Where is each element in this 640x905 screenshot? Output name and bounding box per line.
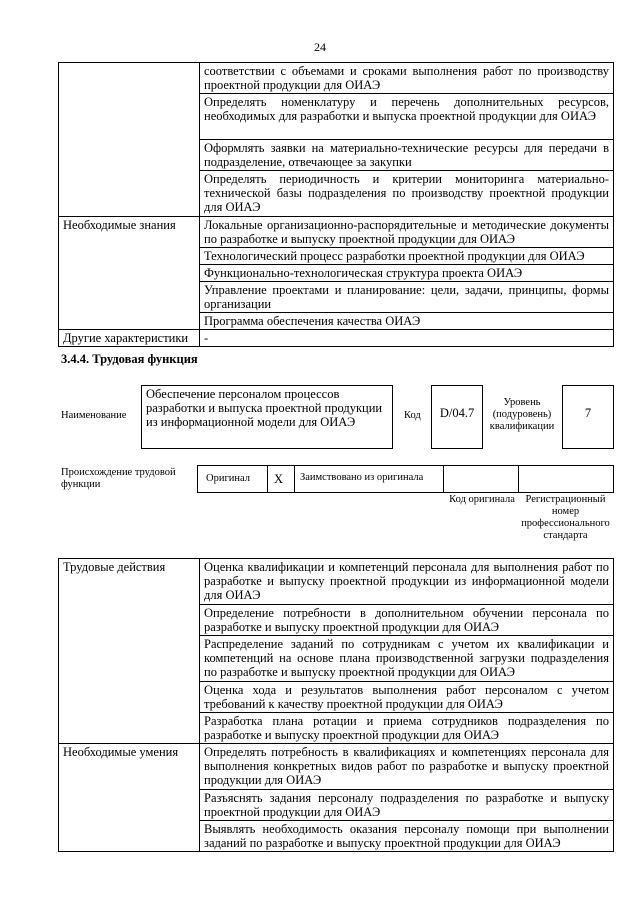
reg-caption: Регистрационный номер профессионального стандарта [521,494,610,541]
table-cell: Функционально-технологическая структура проекта ОИАЭ [200,265,614,282]
table-cell: Определять периодичность и критерии мониторинга материально-технической базы подразделения по производству проектной продукции для ОИАЭ [200,171,614,217]
code-value-box [431,385,483,449]
bottom-requirements-table [58,558,614,852]
table-cell: Распределение заданий по сотрудникам с учетом их квалификации и компетенций на основе плана производственной загрузки подразделения по разработке и выпуску проектной продукции для ОИАЭ [200,636,614,682]
table-cell: Выявлять необходимость оказания персоналу помощи при выполнении заданий по разработке и выпуску проектной продукции для ОИАЭ [200,821,614,852]
level-label: Уровень (подуровень) квалификации [489,397,555,432]
table-cell: Оценка квалификации и компетенций персонала для выполнения работ по разработке и выпуску проектной продукции из информационной модели для ОИАЭ [200,559,614,605]
table-cell: Определение потребности в дополнительном обучении персонала по разработке и выпуску проектной продукции для ОИАЭ [200,605,614,636]
name-value-box [141,385,393,449]
original-mark: X [274,472,284,486]
page-number: 24 [314,40,326,54]
top-requirements-table [58,62,614,347]
table-cell: Технологический процесс разработки проектной продукции для ОИАЭ [200,248,614,265]
table-cell: Программа обеспечения качества ОИАЭ [200,313,614,330]
code-label: Код [404,410,421,421]
origin-table [197,465,614,493]
original-label: Оригинал [206,473,250,484]
name-label: Наименование [61,410,127,421]
row-label-knowledge: Необходимые знания [59,217,200,330]
table-cell: Разъяснять задания персоналу подразделения по разработке и выпуску проектной продукции для ОИАЭ [200,790,614,821]
table-cell: Оценка хода и результатов выполнения работ персоналом с учетом требований к качеству проектной продукции для ОИАЭ [200,682,614,713]
row-label-other: Другие характеристики [59,330,200,347]
table-cell: Разработка плана ротации и приема сотрудников подразделения по разработке и выпуску проектной продукции для ОИАЭ [200,713,614,744]
code-value: D/04.7 [439,406,475,420]
table-cell: Управление проектами и планирование: цели, задачи, принципы, формы организации [200,282,614,313]
table-cell: соответствии с объемами и сроками выполнения работ по производству проектной продукции для ОИАЭ [200,63,614,94]
table-cell: - [200,330,614,347]
level-value: 7 [584,406,592,420]
table-cell: Локальные организационно-распорядительные и методические документы по разработке и выпуску проектной продукции для ОИАЭ [200,217,614,248]
borrowed-label: Заимствовано из оригинала [300,472,424,483]
row-label-actions: Трудовые действия [59,559,200,744]
section-title: 3.4.4. Трудовая функция [61,352,198,366]
level-value-box [562,385,614,449]
table-cell: Определять потребность в квалификациях и компетенциях персонала для выполнения конкретных видов работ по разработке и выпуску проектной продукции для ОИАЭ [200,744,614,790]
row-label-skills: Необходимые умения [59,744,200,852]
row-label-continued [59,63,200,217]
code-caption: Код оригинала [449,494,515,505]
function-name: Обеспечение персоналом процессов разработки и выпуска проектной продукции из информационной модели для ОИАЭ [146,387,383,429]
origin-label: Происхождение трудовой функции [61,467,176,490]
table-cell: Оформлять заявки на материально-технические ресурсы для передачи в подразделение, отвечающее за закупки [200,140,614,171]
table-cell: Определять номенклатуру и перечень дополнительных ресурсов, необходимых для разработки и выпуска проектной продукции для ОИАЭ [200,94,614,140]
